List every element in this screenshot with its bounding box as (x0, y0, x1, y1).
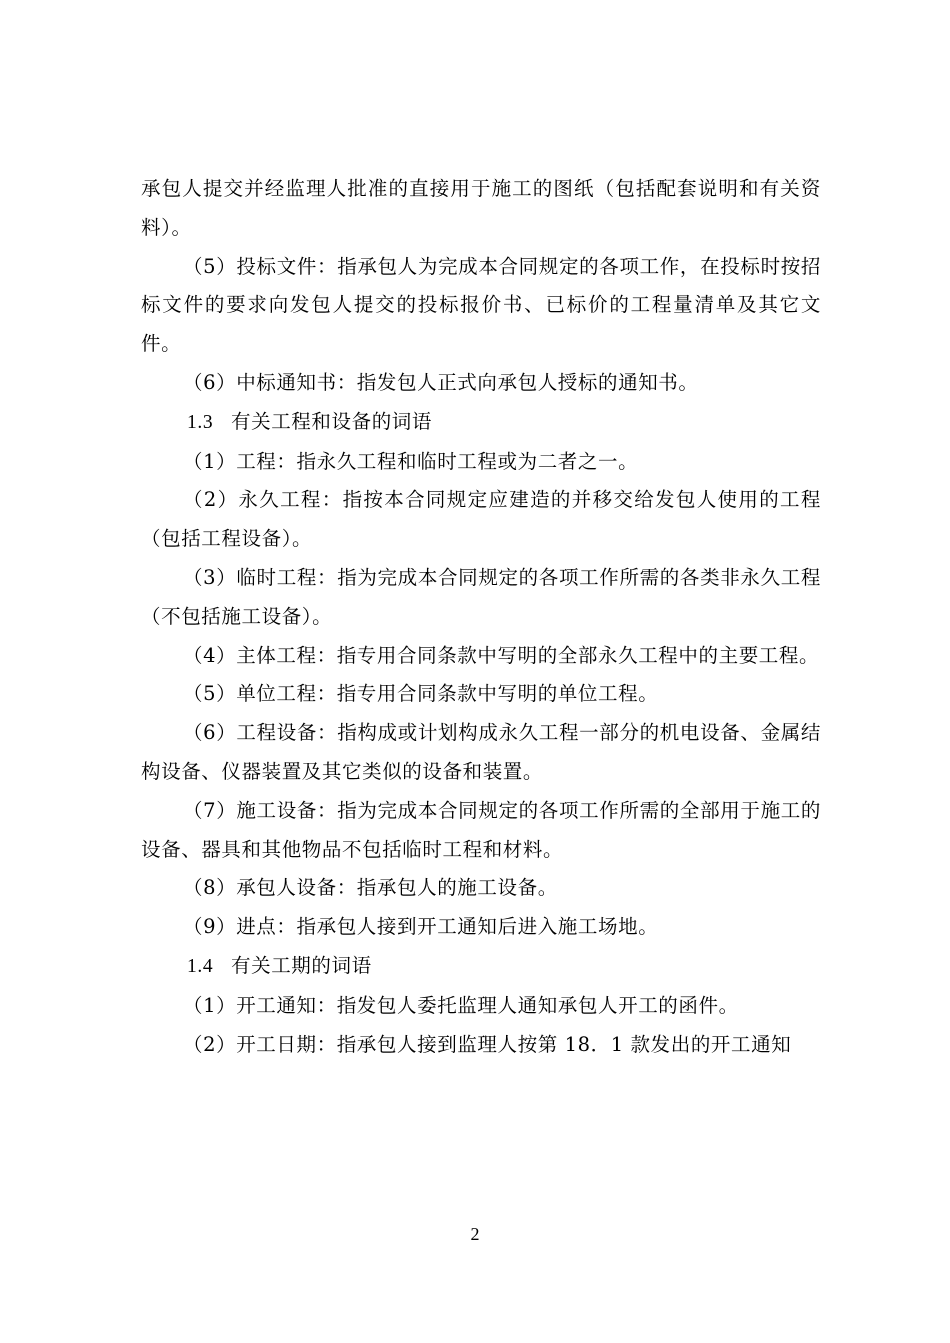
paragraph: （9）进点：指承包人接到开工通知后进入施工场地。 (183, 915, 659, 939)
section-number: 1.4 (187, 955, 214, 977)
body-text (141, 170, 821, 1064)
paragraph: （7）施工设备：指为完成本合同规定的各项工作所需的全部用于施工的设备、器具和其他物品不包括临时工程和材料。 (141, 798, 821, 861)
paragraph: （1）开工通知：指发包人委托监理人通知承包人开工的函件。 (183, 993, 739, 1017)
section-title: 有关工期的词语 (231, 953, 372, 977)
section-title: 有关工程和设备的词语 (231, 409, 433, 433)
page-number: 2 (470, 1224, 480, 1244)
section-heading (141, 947, 821, 987)
paragraph: （6）工程设备：指构成或计划构成永久工程一部分的机电设备、金属结构设备、仪器装置及其它类似的设备和装置。 (141, 721, 821, 783)
paragraph: （5）单位工程：指专用合同条款中写明的单位工程。 (183, 682, 659, 706)
paragraph: （8）承包人设备：指承包人的施工设备。 (183, 876, 558, 900)
paragraph: （2）永久工程：指按本合同规定应建造的并移交给发包人使用的工程（包括工程设备）。 (141, 488, 821, 551)
paragraph: （6）中标通知书：指发包人正式向承包人授标的通知书。 (183, 370, 699, 394)
paragraph: （4）主体工程：指专用合同条款中写明的全部永久工程中的主要工程。 (183, 643, 820, 667)
section-number: 1.3 (187, 411, 214, 433)
paragraph: （3）临时工程：指为完成本合同规定的各项工作所需的各类非永久工程（不包括施工设备）。 (141, 565, 821, 628)
section-heading (141, 403, 821, 443)
paragraph: （5）投标文件：指承包人为完成本合同规定的各项工作，在投标时按招标文件的要求向发包人提交的投标报价书、已标价的工程量清单及其它文件。 (141, 254, 821, 356)
paragraph: （1）工程：指永久工程和临时工程或为二者之一。 (183, 449, 639, 473)
paragraph: （2）开工日期：指承包人接到监理人按第 18．1 款发出的开工通知 (183, 1032, 792, 1056)
paragraph: 承包人提交并经监理人批准的直接用于施工的图纸（包括配套说明和有关资料）。 (141, 177, 821, 239)
